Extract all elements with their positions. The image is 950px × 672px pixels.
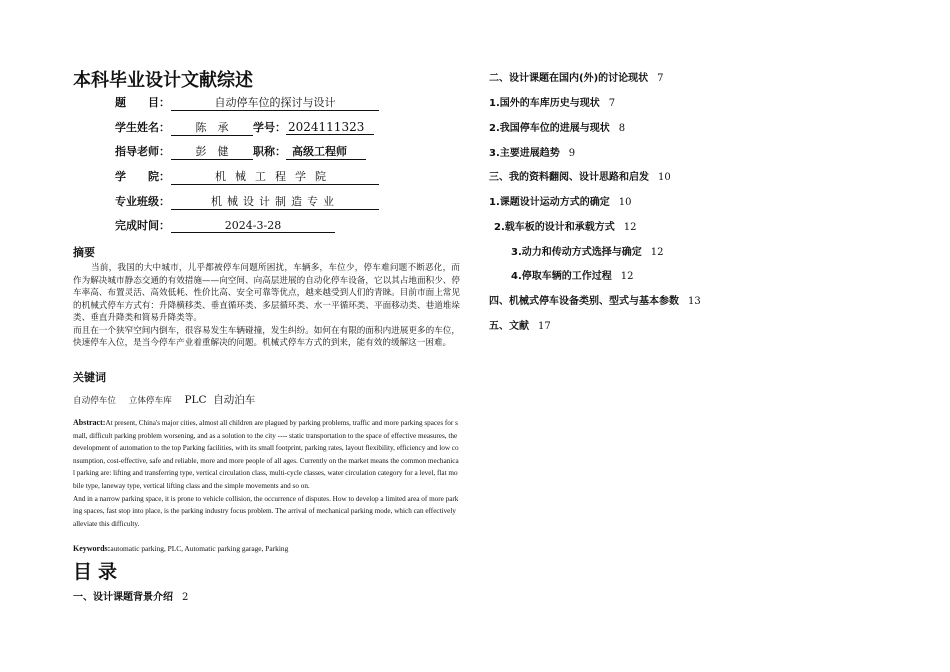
toc-item-label: 3.动力和传动方式选择与确定 (511, 247, 642, 258)
toc-item-page: 10 (618, 197, 632, 208)
field-major (115, 193, 379, 210)
field-date (115, 217, 335, 233)
keyword-item: PLC (184, 394, 207, 406)
toc-item-label: 4.停取车辆的工作过程 (511, 271, 612, 282)
toc-item[interactable] (489, 69, 664, 84)
toc-heading: 目录 (73, 561, 124, 583)
field-college (115, 168, 379, 185)
rank-label: 职称： (253, 145, 286, 158)
major-value: 机械设计制造专业 (171, 193, 379, 210)
english-abstract-label: Abstract: (73, 418, 106, 427)
toc-item-label: 2.我国停车位的进展与现状 (489, 123, 610, 134)
toc-item[interactable] (489, 119, 625, 134)
toc-item-label: 1.课题设计运动方式的确定 (489, 197, 610, 208)
english-keywords (73, 544, 288, 553)
major-label: 专业班级： (115, 195, 170, 208)
toc-item-page: 7 (608, 98, 616, 109)
keywords-list (73, 392, 265, 407)
toc-item[interactable] (511, 243, 664, 258)
toc-item-label: 三、我的资料翻阅、设计思路和启发 (489, 172, 649, 183)
toc-item[interactable] (489, 168, 671, 183)
abstract-paragraph-1: 当前，我国的大中城市，儿乎都被停车问题所困扰，车辆多，车位少，停车难问题不断恶化，而作为解决城市静态交通的有效措施——向空间、向高层进展的自动化停车设备，它以其占地面积少、停车率高、布置灵活、高效低耗、性价比高、安全可靠等优点，越来越受到人们的青睐。目前市面上常见的机械式停车方式有：升降横移类、垂直循环类、多层循环类、水一平循环类、平面移动类、巷道堆垛类、垂直升降类和简易升降类等。 (73, 263, 460, 323)
student-value: 陈 承 (171, 119, 253, 136)
toc-item-page: 12 (623, 222, 637, 233)
toc-item-label: 2.载车板的设计和承载方式 (494, 222, 615, 233)
college-value: 机械工程学院 (171, 168, 379, 185)
keyword-item: 自动停车位 (73, 396, 116, 406)
english-abstract-text-1: At present, China's major cities, almost all children are plagued by parking problems, traffic and more parking spaces for small, difficult parking problem worsening, and as a solution to the city ---- static transportation to the space of effective measures, the development of automation to the top Parking facilities, with its small footprint, parking rates, layout flexibility, efficiency and low consumption, cost-effective, safe and reliable, more and more people of all ages. Currently on the market means the common mechanical parking are: lifting and transferring type, vertical circulation class, multi-cycle classes, water circulation category for a level, flat mobile type, laneway type, vertical lifting class and the simple movements and so on. (73, 419, 459, 490)
toc-item-label: 一、设计课题背景介绍 (73, 592, 173, 603)
id-label: 学号： (253, 121, 286, 134)
toc-item-page: 10 (658, 172, 671, 183)
english-abstract-paragraph-2: And in a narrow parking space, it is prone to vehicle collision, the occurrence of disputes. How to develop a limited area of more parking spaces, fast stop into place, is the parking industry focus problem. The arrival of mechanical parking mode, which can effectively alleviate this difficulty. (73, 494, 459, 528)
keyword-item: 自动泊车 (213, 394, 256, 406)
toc-item-label: 1.国外的车库历史与现状 (489, 98, 600, 109)
toc-item[interactable] (73, 588, 188, 603)
toc-item[interactable] (489, 317, 551, 332)
document-title: 本科毕业设计文献综述 (73, 70, 253, 91)
advisor-value: 彭 健 (171, 143, 253, 160)
toc-item-page: 12 (650, 247, 664, 258)
toc-item[interactable] (511, 267, 634, 282)
toc-item-page: 9 (568, 148, 576, 159)
student-label: 学生姓名： (115, 121, 170, 134)
field-student (115, 119, 374, 136)
topic-label: 题 目： (115, 96, 170, 109)
english-keywords-value: automatic parking, PLC, Automatic parking garage, Parking (110, 544, 289, 553)
toc-item[interactable] (489, 94, 615, 109)
advisor-label: 指导老师： (115, 145, 170, 158)
toc-item[interactable] (494, 218, 637, 233)
english-keywords-label: Keywords: (73, 544, 111, 553)
keyword-item: 立体停车库 (128, 396, 172, 406)
field-advisor (115, 143, 366, 160)
rank-value: 高级工程师 (286, 143, 366, 160)
english-abstract (73, 417, 460, 530)
abstract-paragraph-2: 而且在一个狭窄空间内倒车，很容易发生车辆碰撞，发生纠纷。如何在有限的面积内进展更多的车位，快速停车入位，是当今停车产业着重解决的问题。机械式停车方式的到来，能有效的缓解这一困难。 (73, 325, 460, 348)
toc-item-label: 二、设计课题在国内(外)的讨论现状 (489, 73, 649, 84)
toc-item[interactable] (489, 144, 575, 159)
college-label: 学 院： (115, 170, 170, 183)
toc-item-label: 3.主要进展趋势 (489, 148, 560, 159)
id-value: 2024111323 (286, 120, 374, 135)
toc-item[interactable] (489, 193, 632, 208)
toc-item-page: 2 (182, 592, 189, 603)
topic-value: 自动停车位的探讨与设计 (171, 94, 379, 111)
toc-item-page: 13 (688, 296, 701, 307)
toc-item-label: 五、文献 (489, 321, 529, 332)
keywords-heading: 关键词 (73, 371, 106, 384)
toc-item-label: 四、机械式停车设备类别、型式与基本参数 (489, 296, 679, 307)
toc-item-page: 8 (618, 123, 626, 134)
date-label: 完成时间： (115, 219, 170, 232)
toc-item-page: 12 (620, 271, 634, 282)
toc-item[interactable] (489, 292, 701, 307)
english-abstract-paragraph-1 (73, 417, 460, 493)
toc-item-page: 7 (657, 73, 664, 84)
abstract-heading: 摘要 (73, 246, 95, 259)
toc-item-page: 17 (538, 321, 551, 332)
chinese-abstract (73, 262, 460, 350)
date-value: 2024-3-28 (171, 219, 335, 233)
field-topic (115, 94, 379, 111)
